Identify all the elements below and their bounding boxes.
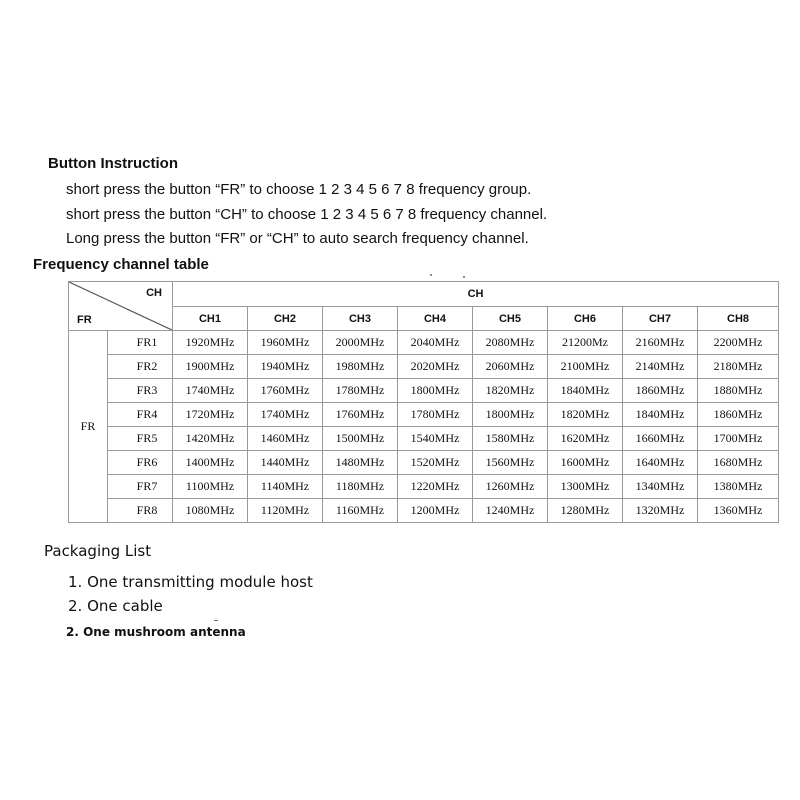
- fr-group-label: FR: [69, 331, 108, 523]
- frequency-cell: 1960MHz: [248, 331, 323, 355]
- scan-speck: [463, 276, 465, 278]
- frequency-cell: 1900MHz: [173, 355, 248, 379]
- frequency-cell: 1700MHz: [698, 427, 779, 451]
- frequency-cell: 1160MHz: [323, 499, 398, 523]
- packaging-item-1: 1. One transmitting module host: [68, 573, 313, 591]
- scan-speck: [430, 274, 432, 276]
- column-header-ch6: CH6: [548, 307, 623, 331]
- frequency-cell: 1720MHz: [173, 403, 248, 427]
- table-row: [69, 331, 779, 355]
- frequency-cell: 1600MHz: [548, 451, 623, 475]
- scan-speck: [214, 620, 218, 621]
- frequency-cell: 1300MHz: [548, 475, 623, 499]
- frequency-cell: 1440MHz: [248, 451, 323, 475]
- column-header-ch1: CH1: [173, 307, 248, 331]
- frequency-cell: 2100MHz: [548, 355, 623, 379]
- frequency-cell: 1860MHz: [623, 379, 698, 403]
- table-row: [69, 427, 779, 451]
- frequency-cell: 1820MHz: [473, 379, 548, 403]
- frequency-cell: 1500MHz: [323, 427, 398, 451]
- frequency-cell: 1800MHz: [473, 403, 548, 427]
- frequency-cell: 1360MHz: [698, 499, 779, 523]
- instruction-line-2: short press the button “CH” to choose 1 2 3 4 5 6 7 8 frequency channel.: [66, 206, 548, 223]
- frequency-cell: 2060MHz: [473, 355, 548, 379]
- frequency-cell: 1260MHz: [473, 475, 548, 499]
- frequency-cell: 1920MHz: [173, 331, 248, 355]
- frequency-cell: 1380MHz: [698, 475, 779, 499]
- ch-group-header: CH: [173, 282, 779, 307]
- corner-ch-label: CH: [146, 287, 162, 299]
- frequency-cell: 1220MHz: [398, 475, 473, 499]
- row-label-fr1: FR1: [108, 331, 173, 355]
- frequency-cell: 1480MHz: [323, 451, 398, 475]
- frequency-cell: 1780MHz: [398, 403, 473, 427]
- frequency-cell: 1620MHz: [548, 427, 623, 451]
- frequency-cell: 1840MHz: [623, 403, 698, 427]
- frequency-cell: 1780MHz: [323, 379, 398, 403]
- column-header-ch4: CH4: [398, 307, 473, 331]
- button-instruction-title: Button Instruction: [48, 155, 178, 172]
- frequency-cell: 2160MHz: [623, 331, 698, 355]
- table-row: [69, 451, 779, 475]
- frequency-channel-table: [68, 281, 779, 523]
- table-row: [69, 403, 779, 427]
- frequency-cell: 1240MHz: [473, 499, 548, 523]
- row-label-fr5: FR5: [108, 427, 173, 451]
- frequency-cell: 1820MHz: [548, 403, 623, 427]
- instruction-line-1: short press the button “FR” to choose 1 2 3 4 5 6 7 8 frequency group.: [66, 181, 532, 198]
- table-row: [69, 499, 779, 523]
- frequency-cell: 1860MHz: [698, 403, 779, 427]
- frequency-cell: 2140MHz: [623, 355, 698, 379]
- table-row: [69, 379, 779, 403]
- frequency-cell: 1540MHz: [398, 427, 473, 451]
- row-label-fr4: FR4: [108, 403, 173, 427]
- frequency-cell: 1200MHz: [398, 499, 473, 523]
- row-label-fr6: FR6: [108, 451, 173, 475]
- frequency-cell: 2200MHz: [698, 331, 779, 355]
- packaging-item-2: 2. One cable: [68, 597, 163, 615]
- frequency-cell: 21200Mz: [548, 331, 623, 355]
- instruction-line-3: Long press the button “FR” or “CH” to auto search frequency channel.: [66, 230, 529, 247]
- frequency-cell: 1580MHz: [473, 427, 548, 451]
- row-label-fr2: FR2: [108, 355, 173, 379]
- frequency-cell: 1100MHz: [173, 475, 248, 499]
- frequency-cell: 1660MHz: [623, 427, 698, 451]
- frequency-cell: 1080MHz: [173, 499, 248, 523]
- corner-fr-label: FR: [77, 314, 92, 326]
- frequency-cell: 1400MHz: [173, 451, 248, 475]
- frequency-cell: 1760MHz: [323, 403, 398, 427]
- frequency-cell: 1980MHz: [323, 355, 398, 379]
- frequency-cell: 1940MHz: [248, 355, 323, 379]
- table-row: [69, 475, 779, 499]
- frequency-cell: 1560MHz: [473, 451, 548, 475]
- frequency-cell: 1420MHz: [173, 427, 248, 451]
- frequency-cell: 2000MHz: [323, 331, 398, 355]
- frequency-cell: 1740MHz: [248, 403, 323, 427]
- table-corner-cell: [69, 282, 173, 331]
- frequency-cell: 1840MHz: [548, 379, 623, 403]
- packaging-item-3: 2. One mushroom antenna: [66, 625, 246, 639]
- frequency-cell: 1680MHz: [698, 451, 779, 475]
- frequency-cell: 1880MHz: [698, 379, 779, 403]
- frequency-cell: 1740MHz: [173, 379, 248, 403]
- frequency-table-title: Frequency channel table: [33, 256, 209, 273]
- frequency-cell: 1280MHz: [548, 499, 623, 523]
- frequency-cell: 2020MHz: [398, 355, 473, 379]
- frequency-cell: 2080MHz: [473, 331, 548, 355]
- row-label-fr3: FR3: [108, 379, 173, 403]
- frequency-cell: 1800MHz: [398, 379, 473, 403]
- column-header-ch3: CH3: [323, 307, 398, 331]
- frequency-cell: 1120MHz: [248, 499, 323, 523]
- frequency-cell: 2180MHz: [698, 355, 779, 379]
- frequency-cell: 1180MHz: [323, 475, 398, 499]
- packaging-list-title: Packaging List: [44, 542, 152, 560]
- frequency-cell: 2040MHz: [398, 331, 473, 355]
- frequency-cell: 1760MHz: [248, 379, 323, 403]
- column-header-ch8: CH8: [698, 307, 779, 331]
- frequency-cell: 1340MHz: [623, 475, 698, 499]
- column-header-ch5: CH5: [473, 307, 548, 331]
- frequency-cell: 1640MHz: [623, 451, 698, 475]
- table-row: [69, 355, 779, 379]
- column-header-ch2: CH2: [248, 307, 323, 331]
- frequency-cell: 1520MHz: [398, 451, 473, 475]
- row-label-fr7: FR7: [108, 475, 173, 499]
- row-label-fr8: FR8: [108, 499, 173, 523]
- column-header-ch7: CH7: [623, 307, 698, 331]
- frequency-cell: 1320MHz: [623, 499, 698, 523]
- frequency-cell: 1140MHz: [248, 475, 323, 499]
- frequency-cell: 1460MHz: [248, 427, 323, 451]
